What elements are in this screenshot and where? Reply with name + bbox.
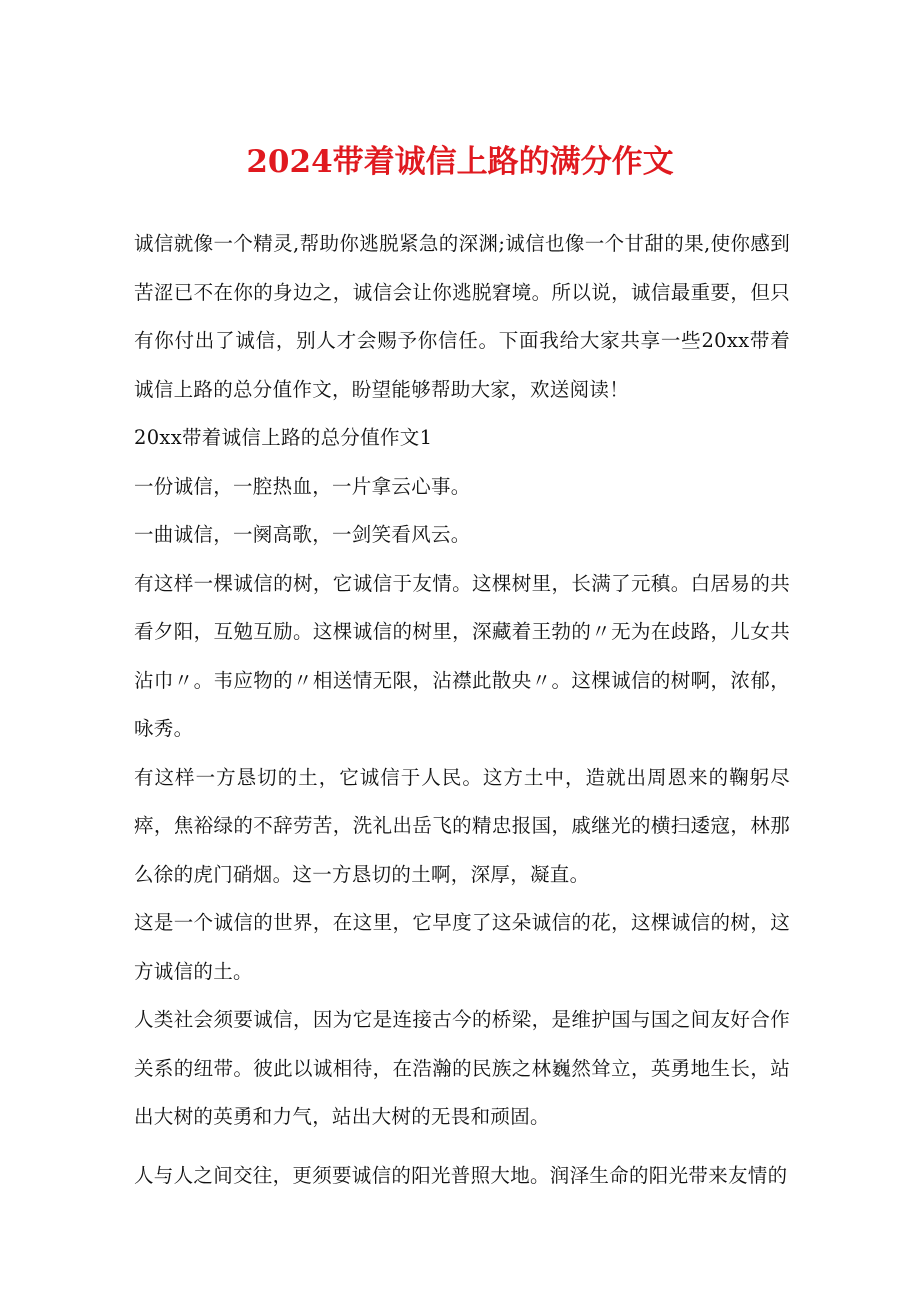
document-body [134,220,790,1200]
paragraph-essay-heading: 20xx带着诚信上路的总分值作文1 [134,426,433,449]
paragraph: 有这样一方恳切的土，它诚信于人民。这方土中，造就出周恩来的鞠躬尽瘁，焦裕绿的不辞劳苦，洗礼出岳飞的精忠报国，戚继光的横扫逶寇，林那么徐的虎门硝烟。这一方恳切的土啊，深厚，凝直。 [134,765,790,886]
document-title: 2024带着诚信上路的满分作文 [246,144,674,180]
paragraph: 有这样一棵诚信的树，它诚信于友情。这棵树里，长满了元稹。白居易的共看夕阳，互勉互励。这棵诚信的树里，深藏着王勃的〃无为在歧路，儿女共沾巾〃。韦应物的〃相送情无限，沾襟此散央〃。这棵诚信的树啊，浓郁，咏秀。 [134,571,790,740]
paragraph: 人与人之间交往，更须要诚信的阳光普照大地。润泽生命的阳光带来友情的 [134,1163,788,1187]
paragraph: 一曲诚信，一阕高歌，一剑笑看风云。 [134,523,471,546]
paragraph: 人类社会须要诚信，因为它是连接古今的桥梁，是维护国与国之间友好合作关系的纽带。彼此以诚相待，在浩瀚的民族之林巍然耸立，英勇地生长，站出大树的英勇和力气，站出大树的无畏和顽固。 [134,1008,790,1128]
paragraph: 一份诚信，一腔热血，一片拿云心事。 [134,474,471,498]
paragraph-intro: 诚信就像一个精灵,帮助你逃脱紧急的深渊;诚信也像一个甘甜的果,使你感到苦涩已不在你的身边之，诚信会让你逃脱窘境。所以说，诚信最重要，但只有你付出了诚信，别人才会赐予你信任。下面我给大家共享一些20xx带着诚信上路的总分值作文，盼望能够帮助大家，欢送阅读！ [134,232,790,401]
paragraph: 这是一个诚信的世界，在这里，它早度了这朵诚信的花，这棵诚信的树，这方诚信的土。 [134,911,790,983]
